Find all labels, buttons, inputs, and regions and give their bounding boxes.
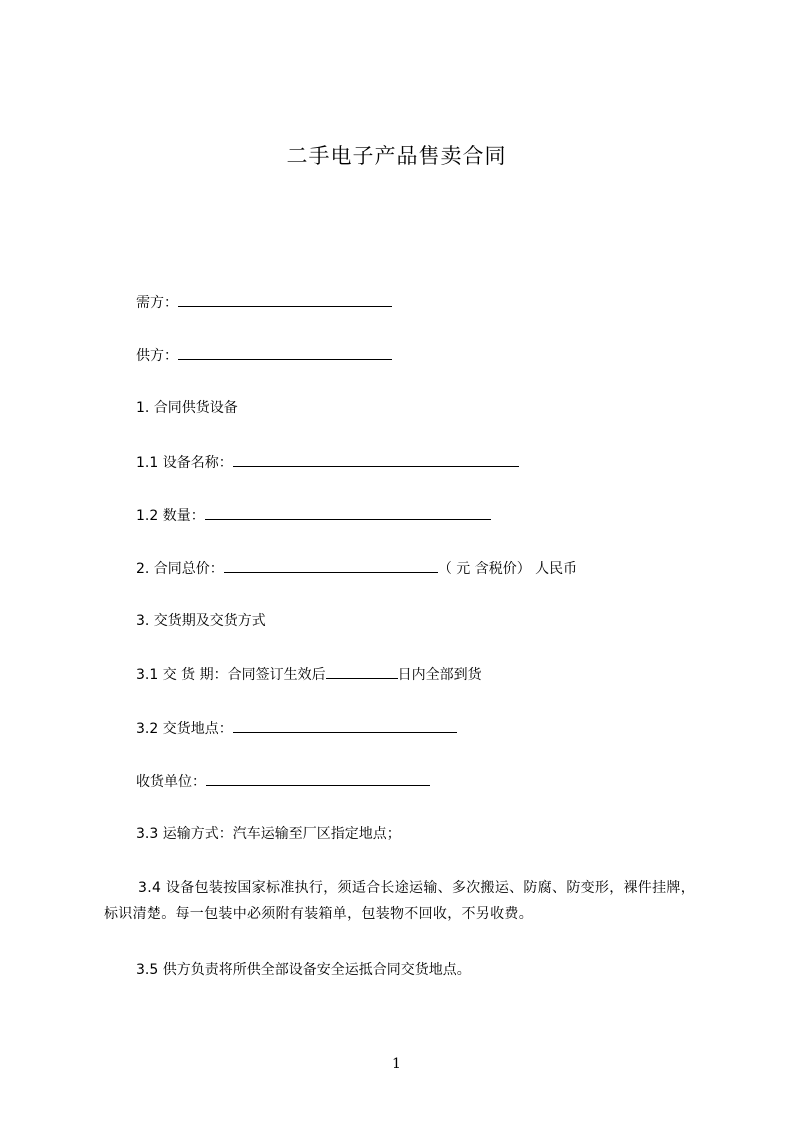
section3-heading: 3. 交货期及交货方式 (136, 613, 266, 629)
buyer-line (136, 292, 392, 313)
delivery-period-blank (326, 664, 398, 679)
receiving-unit-blank (206, 771, 430, 786)
supplier-label: 供方： (136, 348, 178, 364)
delivery-place-line (136, 718, 457, 739)
quantity-label: 1.2 数量： (136, 508, 205, 524)
document-title: 二手电子产品售卖合同 (286, 144, 507, 168)
packaging-paragraph: 3.4 设备包装按国家标准执行，须适合长途运输、多次搬运、防腐、防变形，裸件挂牌，标识清楚。每一包装中必须附有装箱单，包装物不回收，不另收费。 (104, 880, 696, 922)
page-number: 1 (392, 1056, 401, 1072)
transport-method-line: 3.3 运输方式：汽车运输至厂区指定地点； (136, 826, 401, 842)
delivery-period-line (136, 664, 482, 685)
equipment-name-line (136, 452, 519, 473)
safe-delivery-line: 3.5 供方负责将所供全部设备安全运抵合同交货地点。 (136, 962, 471, 978)
buyer-blank (178, 292, 392, 307)
buyer-label: 需方： (136, 295, 178, 311)
delivery-period-label: 3.1 交 货 期：合同签订生效后 (136, 667, 326, 683)
section1-heading: 1. 合同供货设备 (136, 400, 238, 416)
quantity-blank (205, 505, 491, 520)
total-price-label: 2. 合同总价： (136, 561, 224, 577)
equipment-name-blank (233, 452, 519, 467)
receiving-unit-line (136, 771, 430, 792)
equipment-name-label: 1.1 设备名称： (136, 455, 233, 471)
quantity-line (136, 505, 491, 526)
total-price-blank (224, 558, 438, 573)
supplier-blank (178, 345, 392, 360)
delivery-place-label: 3.2 交货地点： (136, 721, 233, 737)
receiving-unit-label: 收货单位： (136, 774, 206, 790)
total-price-suffix: （ 元 含税价） 人民币 (437, 561, 578, 577)
total-price-line (136, 558, 577, 579)
supplier-line (136, 345, 392, 366)
delivery-place-blank (233, 718, 457, 733)
delivery-period-suffix: 日内全部到货 (397, 667, 482, 683)
